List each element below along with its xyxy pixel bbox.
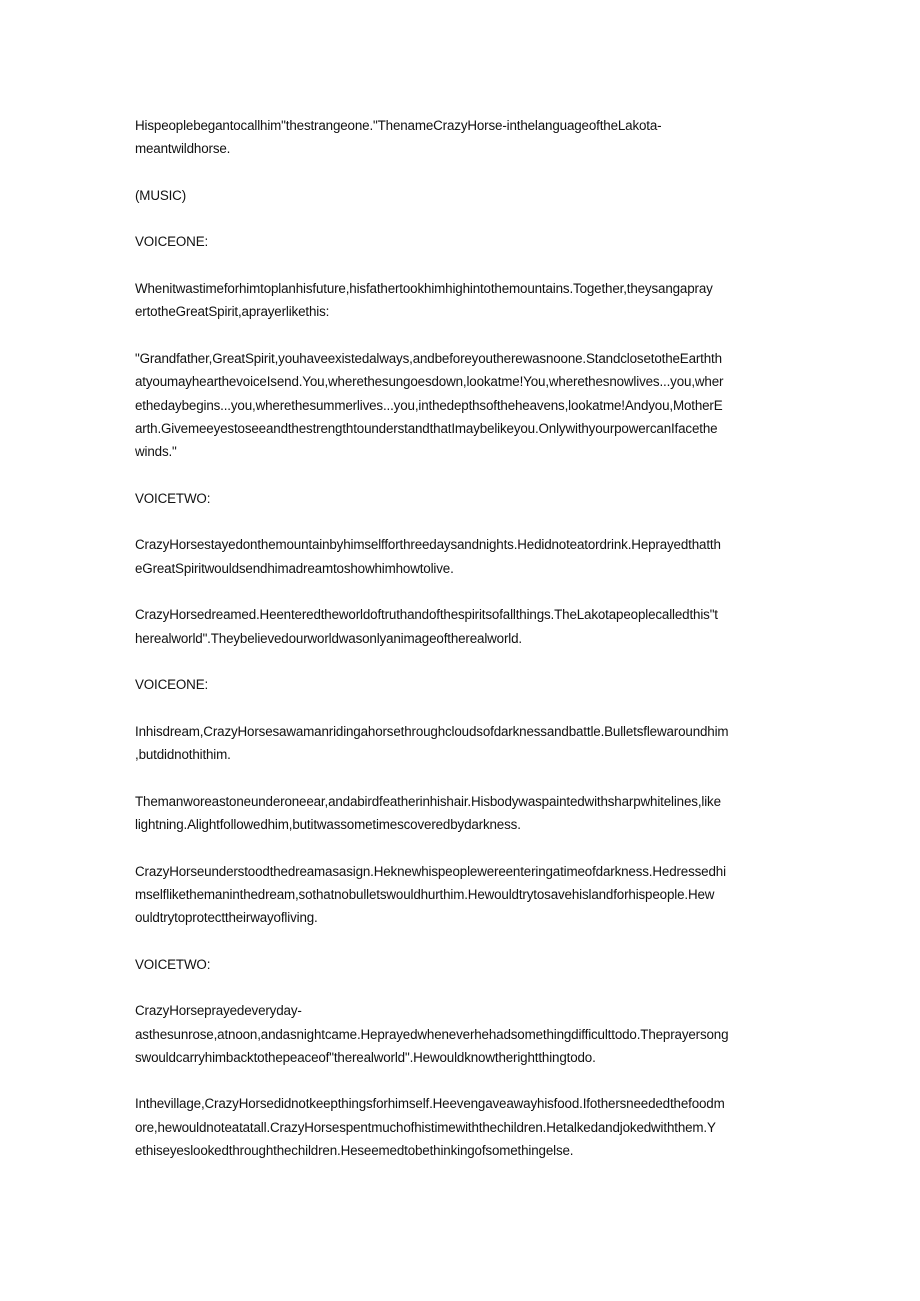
text-line: CrazyHorsestayedonthemountainbyhimselfforthreedaysandnights.Hedidnoteatordrink.Heprayedthatth	[135, 537, 721, 553]
paragraph-11	[135, 790, 785, 837]
text-line: herealworld".Theybelievedourworldwasonlyanimageoftherealworld.	[135, 630, 522, 646]
text-line: ethiseyeslookedthroughthechildren.Heseemedtobethinkingofsomethingelse.	[135, 1143, 574, 1159]
text-line: ertotheGreatSpirit,aprayerlikethis:	[135, 304, 330, 320]
text-line: CrazyHorseunderstoodthedreamasasign.Heknewhispeoplewereenteringatimeofdarkness.Hedressedhi	[135, 863, 726, 879]
paragraph-1	[135, 114, 785, 161]
text-line: Inthevillage,CrazyHorsedidnotkeepthingsforhimself.Heevengaveawayhisfood.Ifothersneededthefoodm	[135, 1096, 725, 1112]
text-line: CrazyHorseprayedeveryday-	[135, 1003, 302, 1019]
text-line: VOICETWO:	[135, 956, 211, 972]
text-line: asthesunrose,atnoon,andasnightcame.Heprayedwheneverhehadsomethingdifficulttodo.Theprayersong	[135, 1026, 729, 1042]
paragraph-12	[135, 860, 785, 930]
text-line: arth.GivemeeyestoseeandthestrengthtounderstandthatImaybelikeyou.OnlywithyourpowercanIfacethe	[135, 420, 718, 436]
text-line: ethedaybegins...you,wherethesummerlives...you,inthedepthsoftheheavens,lookatme!Andyou,MotherE	[135, 397, 723, 413]
paragraph-4	[135, 277, 785, 324]
text-line: VOICETWO:	[135, 490, 211, 506]
text-line: VOICEONE:	[135, 677, 209, 693]
text-line: meantwildhorse.	[135, 141, 231, 157]
speaker-label	[135, 230, 785, 253]
text-line: winds."	[135, 444, 177, 460]
speaker-label	[135, 673, 785, 696]
text-line: mselflikethemaninthedream,sothatnobulletswouldhurthim.Hewouldtrytosavehislandforhispeople.Hew	[135, 886, 715, 902]
text-line: VOICEONE:	[135, 234, 209, 250]
text-line: Hispeoplebegantocallhim"thestrangeone."ThenameCrazyHorse-inthelanguageoftheLakota-	[135, 118, 662, 133]
paragraph-8	[135, 603, 785, 650]
text-line: lightning.Alightfollowedhim,butitwassometimescoveredbydarkness.	[135, 816, 521, 832]
text-line: atyoumayhearthevoiceIsend.You,wherethesungoesdown,lookatme!You,wherethesnowlives...you,wher	[135, 374, 724, 390]
text-line: ore,hewouldnoteatatall.CrazyHorsespentmuchofhistimewiththechildren.Hetalkedandjokedwiththem.Y	[135, 1119, 716, 1135]
text-line: swouldcarryhimbacktothepeaceof"therealworld".Hewouldknowtherightthingtodo.	[135, 1049, 596, 1065]
text-line: ouldtrytoprotecttheirwayofliving.	[135, 910, 318, 926]
paragraph-10	[135, 720, 785, 767]
paragraph-14	[135, 999, 785, 1069]
text-line: Whenitwastimeforhimtoplanhisfuture,hisfathertookhimhighintothemountains.Together,theysangapray	[135, 281, 713, 297]
text-line: Themanworeastoneunderoneear,andabirdfeatherinhishair.Hisbodywaspaintedwithsharpwhitelines,like	[135, 793, 721, 809]
paragraph-7	[135, 533, 785, 580]
paragraph-2	[135, 184, 785, 207]
text-line: CrazyHorsedreamed.Heenteredtheworldoftruthandofthespiritsofallthings.TheLakotapeoplecalledthis"t	[135, 607, 718, 623]
text-line: "Grandfather,GreatSpirit,youhaveexistedalways,andbeforeyoutherewasnoone.StandclosetotheEarthth	[135, 350, 722, 366]
text-line: Inhisdream,CrazyHorsesawamanridingahorsethroughcloudsofdarknessandbattle.Bulletsflewaroundhim	[135, 723, 729, 739]
speaker-label	[135, 487, 785, 510]
paragraph-15	[135, 1092, 785, 1162]
text-line: eGreatSpiritwouldsendhimadreamtoshowhimhowtolive.	[135, 560, 454, 576]
text-line: ,butdidnothithim.	[135, 747, 231, 763]
paragraph-5	[135, 347, 785, 463]
text-line: (MUSIC)	[135, 187, 187, 203]
speaker-label	[135, 953, 785, 976]
document-body	[135, 114, 785, 1186]
